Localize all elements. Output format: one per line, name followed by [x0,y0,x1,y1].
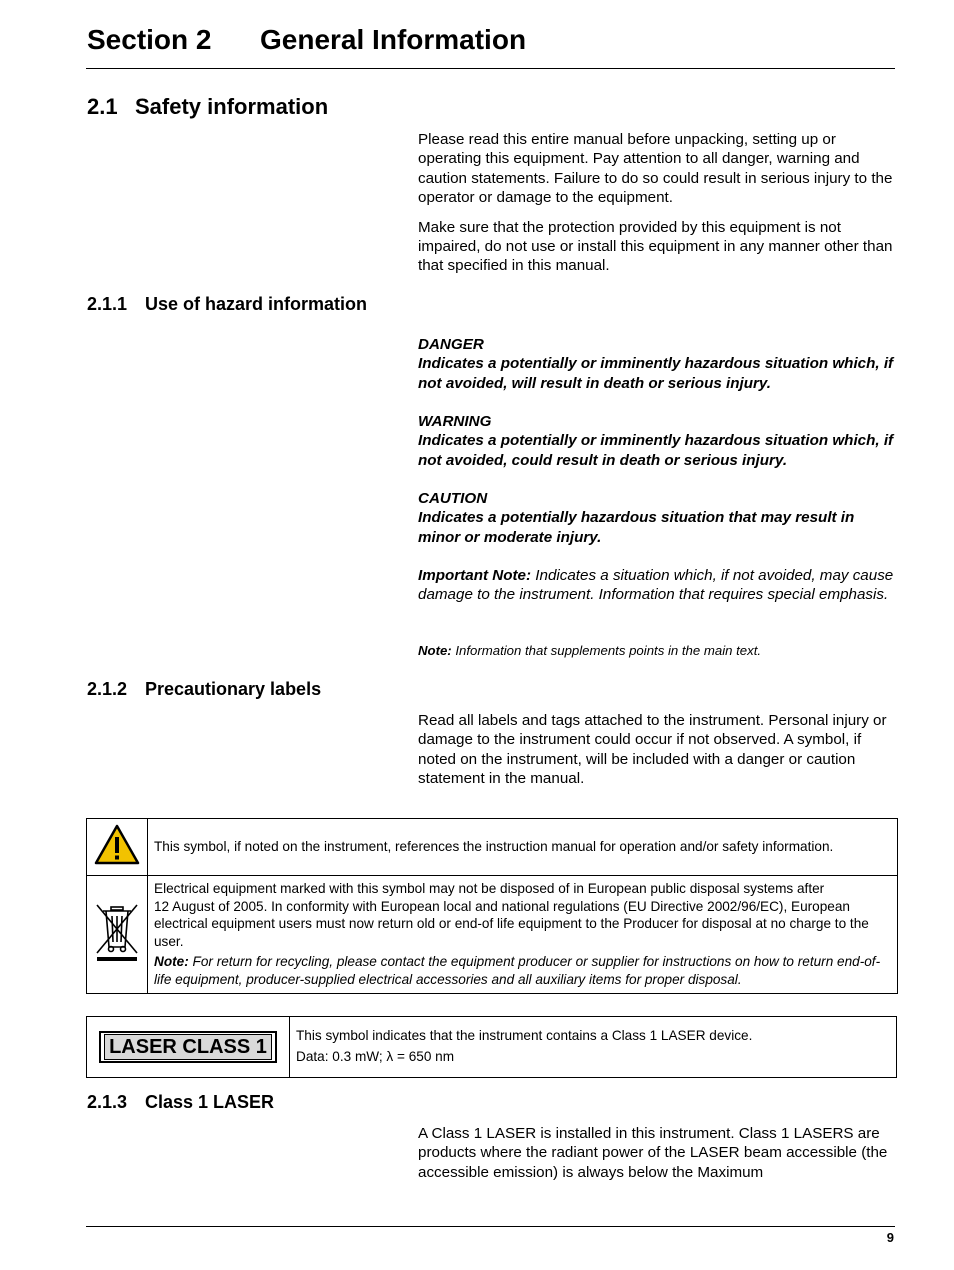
symbol-text-cell [148,819,898,876]
laser-line-1: This symbol indicates that the instrument contains a Class 1 LASER device. [296,1028,753,1043]
warning-triangle-icon [94,853,140,870]
hazard-number: 2.1.1 [87,294,128,314]
weee-note [154,953,891,988]
hazard-title: Use of hazard information [145,294,368,314]
page-number: 9 [886,1230,894,1245]
note [418,642,896,659]
warning-title: WARNING [418,413,492,430]
danger-title: DANGER [418,336,484,353]
important-note-label: Important Note: [418,567,532,584]
laser-class-badge [99,1031,277,1063]
laser-row [87,1017,897,1078]
note-label: Note: [418,643,452,658]
laser-number: 2.1.3 [87,1092,128,1112]
precautionary-number: 2.1.2 [87,679,128,699]
laser-text-cell [290,1017,897,1078]
safety-title: Safety information [135,94,329,119]
weee-line-2: 12 August of 2005. In conformity with European local and national regulations (EU Directive 2002/96/EC), European electrical equipment users must now return old or end-of life equipment to the Producer for disposal at no charge to the user. [154,898,869,949]
safety-heading [87,94,328,120]
symbol-icon-cell [87,876,148,994]
precautionary-heading [87,679,321,700]
danger-text: Indicates a potentially or imminently hazardous situation which, if not avoided, will result in death or serious injury. [418,355,894,392]
precautionary-title: Precautionary labels [145,679,322,699]
warning-block [418,412,896,470]
warning-text: Indicates a potentially or imminently hazardous situation which, if not avoided, could result in death or serious injury. [418,432,894,469]
symbol-text-cell [148,876,898,994]
important-note [418,566,896,605]
crossed-bin-icon [93,950,141,967]
laser-table [86,1016,897,1078]
symbol-row [87,819,898,876]
safety-body [418,130,896,286]
symbol-description: This symbol, if noted on the instrument, references the instruction manual for operation and/or safety information. [154,839,834,855]
weee-note-text: For return for recycling, please contact the equipment producer or supplier for instructions on how to return end-of-life equipment, producer-supplied electrical accessories and all auxiliary items for proper disposal. [154,954,881,987]
note-text: Information that supplements points in the main text. [451,643,762,658]
weee-line-1: Electrical equipment marked with this symbol may not be disposed of in European public disposal systems after [154,881,825,896]
section-title [87,24,526,56]
laser-heading [87,1092,274,1113]
laser-line-2: Data: 0.3 mW; λ = 650 nm [296,1049,455,1064]
caution-title: CAUTION [418,490,488,507]
laser-title: Class 1 LASER [145,1092,275,1112]
laser-badge-cell [87,1017,290,1078]
precautionary-paragraph: Read all labels and tags attached to the instrument. Personal injury or damage to the instrument could occur if not observed. A symbol, if noted on the instrument, will be included with a danger or caution statement in the manual. [418,712,887,788]
caution-block [418,489,896,547]
caution-text: Indicates a potentially hazardous situation that may result in minor or moderate injury. [418,509,855,546]
symbol-icon-cell [87,819,148,876]
safety-paragraph: Please read this entire manual before unpacking, setting up or operating this equipment. Pay attention to all danger, warning and caution statements. Failure to do so could result in serious injury to the operator or damage to the equipment. [418,131,893,207]
section-number: Section 2 [87,24,212,55]
safety-paragraph: Make sure that the protection provided by this equipment is not impaired, do not use or install this equipment in any manner other than that specified in this manual. [418,218,893,275]
laser-class-label: LASER CLASS 1 [104,1034,272,1060]
important-note-text: Indicates a situation which, if not avoided, may cause damage to the instrument. Information that requires special emphasis. [418,567,894,604]
laser-body [418,1124,896,1192]
danger-block [418,335,896,393]
section-rule [86,68,895,69]
precautionary-body [418,711,896,799]
section-heading: General Information [260,24,527,55]
symbols-table [86,818,898,994]
symbol-row [87,876,898,994]
hazard-heading [87,294,367,315]
weee-note-label: Note: [154,954,189,970]
safety-number: 2.1 [87,94,118,119]
footer-rule [86,1226,895,1227]
laser-paragraph: A Class 1 LASER is installed in this instrument. Class 1 LASERS are products where the radiant power of the LASER beam accessible (the accessible emission) is always below the Maximum [418,1125,888,1181]
